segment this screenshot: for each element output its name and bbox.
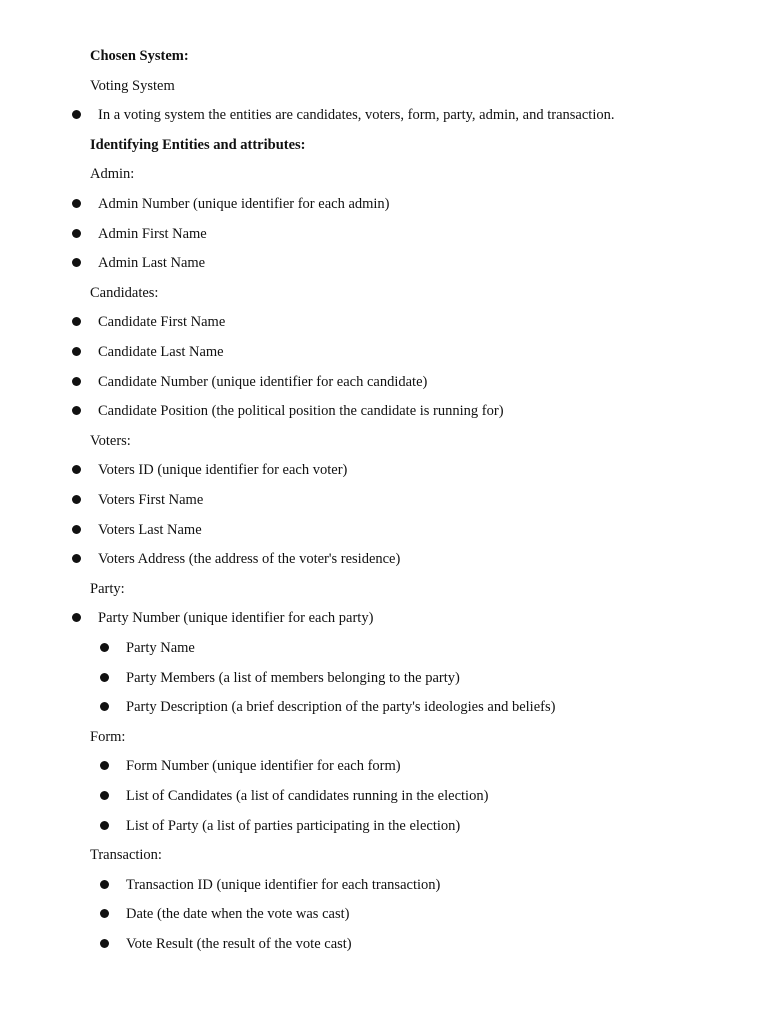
line-text: Identifying Entities and attributes: [90,137,306,153]
line-text: Candidate Position (the political position the candidate is running for) [98,403,504,419]
line-text: Transaction ID (unique identifier for each transaction) [126,877,441,893]
bullet-icon [100,939,109,948]
bullet-icon [72,377,81,386]
bullet-icon [100,673,109,682]
line-text: Admin Last Name [98,255,206,271]
bullet-icon [72,317,81,326]
line-text: Vote Result (the result of the vote cast) [126,936,352,952]
line-text: Candidate Number (unique identifier for each candidate) [98,374,428,390]
line-text: Party Description (a brief description of the party's ideologies and beliefs) [126,699,556,715]
bullet-icon [100,821,109,830]
line-text: List of Candidates (a list of candidates running in the election) [126,788,489,804]
line-text: Date (the date when the vote was cast) [126,906,350,922]
line-text: In a voting system the entities are candidates, voters, form, party, admin, and transaction. [98,107,615,123]
line-text: Candidate Last Name [98,344,224,360]
bullet-icon [100,643,109,652]
bullet-icon [100,702,109,711]
line-text: Form: [90,729,126,745]
line-text: Admin Number (unique identifier for each admin) [98,196,390,212]
line-text: Admin First Name [98,226,207,242]
bullet-icon [72,465,81,474]
line-text: Candidates: [90,285,159,301]
line-text: Voters Address (the address of the voter's residence) [98,551,401,567]
bullet-icon [72,229,81,238]
line-text: Form Number (unique identifier for each form) [126,758,401,774]
line-text: Voters Last Name [98,522,202,538]
line-text: Party Number (unique identifier for each party) [98,610,374,626]
bullet-icon [72,525,81,534]
line-text: List of Party (a list of parties participating in the election) [126,818,461,834]
bullet-icon [100,791,109,800]
bullet-icon [72,199,81,208]
line-text: Voters: [90,433,131,449]
line-text: Party Name [126,640,195,656]
line-text: Chosen System: [90,48,189,64]
bullet-icon [72,613,81,622]
bullet-icon [100,880,109,889]
line-text: Voters ID (unique identifier for each voter) [98,462,348,478]
line-text: Party: [90,581,125,597]
line-text: Admin: [90,166,135,182]
bullet-icon [72,258,81,267]
line-text: Voters First Name [98,492,204,508]
line-text: Voting System [90,78,175,94]
line-text: Candidate First Name [98,314,226,330]
line-text: Transaction: [90,847,162,863]
bullet-icon [100,909,109,918]
bullet-icon [72,554,81,563]
bullet-icon [72,406,81,415]
bullet-icon [100,761,109,770]
bullet-icon [72,495,81,504]
bullet-icon [72,347,81,356]
bullet-icon [72,110,81,119]
line-text: Party Members (a list of members belonging to the party) [126,670,460,686]
